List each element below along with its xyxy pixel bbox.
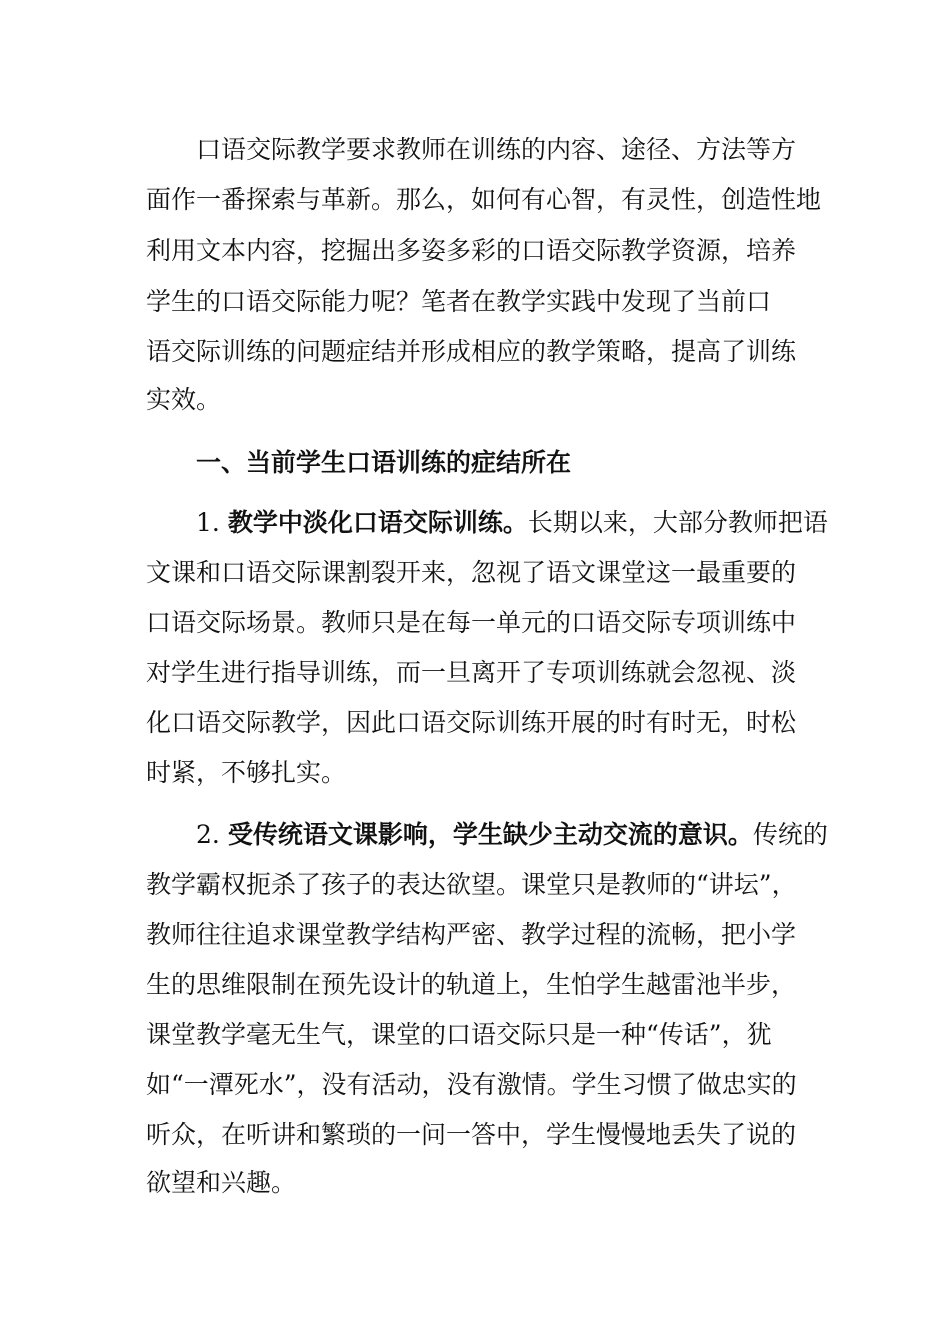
point1-lead: 教学中淡化口语交际训练。 <box>227 508 528 537</box>
point2-line-4: 生的思维限制在预先设计的轨道上，生怕学生越雷池半步， <box>146 970 797 999</box>
point2-line-8: 欲望和兴趣。 <box>146 1168 297 1197</box>
intro-line-6: 实效。 <box>146 385 222 414</box>
point2-line-7: 听众，在听讲和繁琐的一问一答中，学生慢慢地丢失了说的 <box>146 1120 797 1149</box>
intro-line-4: 学生的口语交际能力呢？笔者在教学实践中发现了当前口 <box>146 287 772 316</box>
point1-first-rest: 长期以来，大部分教师把语 <box>527 508 828 537</box>
point2-line-3: 教师往往追求课堂教学结构严密、教学过程的流畅，把小学 <box>146 920 797 949</box>
point1-line-5: 化口语交际教学，因此口语交际训练开展的时有时无，时松 <box>146 708 797 737</box>
point2-line-6: 如“一潭死水”，没有活动，没有激情。学生习惯了做忠实的 <box>146 1070 797 1099</box>
point2-line-2: 教学霸权扼杀了孩子的表达欲望。课堂只是教师的“讲坛”， <box>146 870 797 899</box>
intro-line-1: 口语交际教学要求教师在训练的内容、途径、方法等方 <box>196 135 797 164</box>
intro-line-3: 利用文本内容，挖掘出多姿多彩的口语交际教学资源，培养 <box>146 236 797 265</box>
intro-line-5: 语交际训练的问题症结并形成相应的教学策略，提高了训练 <box>146 337 797 366</box>
point1-line-4: 对学生进行指导训练，而一旦离开了专项训练就会忽视、淡 <box>146 658 797 687</box>
point2-number: 2. <box>196 820 220 849</box>
point2-line-5: 课堂教学毫无生气，课堂的口语交际只是一种“传话”，犹 <box>146 1020 772 1049</box>
point1-first-line <box>196 507 828 539</box>
point1-number: 1. <box>196 508 220 537</box>
point2-first-line <box>196 819 828 851</box>
section-heading: 一、当前学生口语训练的症结所在 <box>196 448 572 477</box>
point2-lead: 受传统语文课影响，学生缺少主动交流的意识。 <box>227 820 753 849</box>
point2-first-rest: 传统的 <box>752 820 828 849</box>
point1-line-2: 文课和口语交际课割裂开来，忽视了语文课堂这一最重要的 <box>146 558 797 587</box>
point1-line-6: 时紧，不够扎实。 <box>146 758 347 787</box>
point1-line-3: 口语交际场景。教师只是在每一单元的口语交际专项训练中 <box>146 608 797 637</box>
intro-line-2: 面作一番探索与革新。那么，如何有心智，有灵性，创造性地 <box>146 185 822 214</box>
